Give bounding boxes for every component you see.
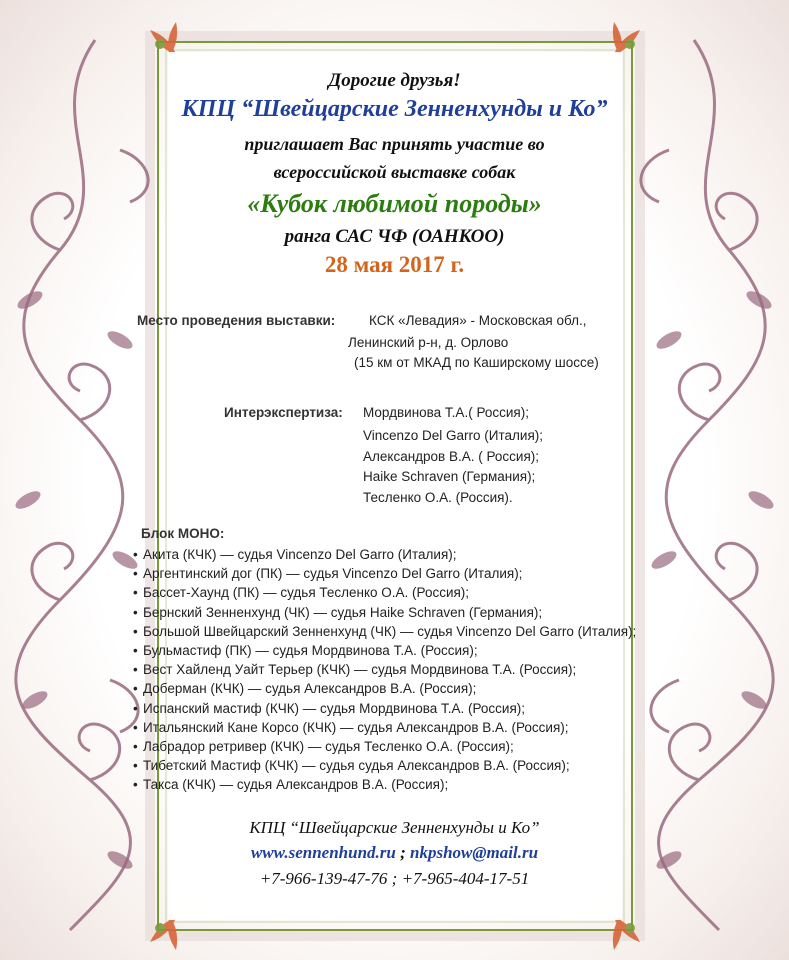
bullet-icon: • <box>133 758 138 774</box>
contact-separator: ; <box>400 843 406 862</box>
bullet-icon: • <box>133 623 138 639</box>
list-item <box>133 775 636 794</box>
breed-list <box>133 545 636 794</box>
greeting: Дорогие друзья! <box>328 70 461 91</box>
breed-entry: Доберман (КЧК) — судья Александров В.А. (Россия); <box>143 681 477 697</box>
footer-organizer: КПЦ “Швейцарские Зенненхунды и Ко” <box>249 818 540 837</box>
bullet-icon: • <box>133 642 138 658</box>
breed-entry: Вест Хайленд Уайт Терьер (КЧК) — судья Мордвинова Т.А. (Россия); <box>143 662 577 678</box>
judge-name: Александров В.А. ( Россия); <box>363 449 540 464</box>
venue-label: Место проведения выставки: <box>137 313 336 328</box>
list-item <box>133 583 636 602</box>
breed-entry: Бассет-Хаунд (ПК) — судья Тесленко О.А. (Россия); <box>143 585 470 601</box>
organizer-title: КПЦ “Швейцарские Зенненхунды и Ко” <box>181 96 608 122</box>
bullet-icon: • <box>133 566 138 582</box>
invite-line-1: приглашает Вас принять участие во <box>244 134 545 154</box>
bullet-icon: • <box>133 681 138 697</box>
breed-entry: Аргентинский дог (ПК) — судья Vincenzo Del Garro (Италия); <box>143 566 523 582</box>
list-item <box>133 660 636 679</box>
list-item <box>133 756 636 775</box>
bullet-icon: • <box>133 719 138 735</box>
left-leaf-ornaments <box>13 288 140 872</box>
judge-name: Тесленко О.А. (Россия). <box>363 490 513 505</box>
mono-block-label: Блок МОНО: <box>141 526 225 541</box>
show-rank: ранга САС ЧФ (ОАНКОО) <box>284 226 505 247</box>
footer-phones: +7-966-139-47-76 ; +7-965-404-17-51 <box>259 869 530 888</box>
right-leaf-ornaments <box>649 288 776 872</box>
breed-entry: Лабрадор ретривер (КЧК) — судья Тесленко О.А. (Россия); <box>143 738 514 754</box>
breed-entry: Испанский мастиф (КЧК) — судья Мордвинова Т.А. (Россия); <box>143 700 526 716</box>
show-date: 28 мая 2017 г. <box>324 252 465 277</box>
judge-name: Vincenzo Del Garro (Италия); <box>363 428 544 443</box>
list-item <box>133 679 636 698</box>
invite-line-2: всероссийской выставке собак <box>273 162 516 182</box>
venue-line: КСК «Левадия» - Московская обл., <box>369 313 587 328</box>
footer-contacts <box>0 843 789 863</box>
bullet-icon: • <box>133 700 138 716</box>
bullet-icon: • <box>133 547 138 562</box>
bullet-icon: • <box>133 738 138 754</box>
list-item <box>133 622 636 641</box>
list-item <box>133 603 636 622</box>
bullet-icon: • <box>133 604 138 620</box>
breed-entry: Итальянский Кане Корсо (КЧК) — судья Александров В.А. (Россия); <box>143 719 569 735</box>
bullet-icon: • <box>133 585 138 601</box>
judge-name: Мордвинова Т.А.( Россия); <box>363 405 529 420</box>
list-item <box>133 545 636 564</box>
breed-entry: Акита (КЧК) — судья Vincenzo Del Garro (Италия); <box>143 547 457 562</box>
breed-entry: Такса (КЧК) — судья Александров В.А. (Россия); <box>143 777 449 793</box>
breed-entry: Бульмастиф (ПК) — судья Мордвинова Т.А. (Россия); <box>143 642 478 658</box>
breed-entry: Большой Швейцарский Зенненхунд (ЧК) — судья Vincenzo Del Garro (Италия); <box>143 623 637 639</box>
bullet-icon: • <box>133 777 138 793</box>
website-link[interactable]: www.sennenhund.ru <box>250 843 396 862</box>
venue-line: (15 км от МКАД по Каширскому шоссе) <box>354 355 599 370</box>
email-link[interactable]: nkpshow@mail.ru <box>410 843 539 862</box>
judge-name: Haike Schraven (Германия); <box>363 469 536 484</box>
list-item <box>133 641 636 660</box>
list-item <box>133 699 636 718</box>
list-item <box>133 737 636 756</box>
breed-entry: Бернский Зенненхунд (ЧК) — судья Haike Schraven (Германия); <box>143 604 543 620</box>
list-item <box>133 718 636 737</box>
show-title: «Кубок любимой породы» <box>247 189 542 218</box>
bullet-icon: • <box>133 662 138 678</box>
judges-label: Интерэкспертиза: <box>224 405 343 420</box>
venue-line: Ленинский р-н, д. Орлово <box>348 335 509 350</box>
breed-entry: Тибетский Мастиф (КЧК) — судья судья Александров В.А. (Россия); <box>143 758 570 774</box>
list-item <box>133 564 636 583</box>
